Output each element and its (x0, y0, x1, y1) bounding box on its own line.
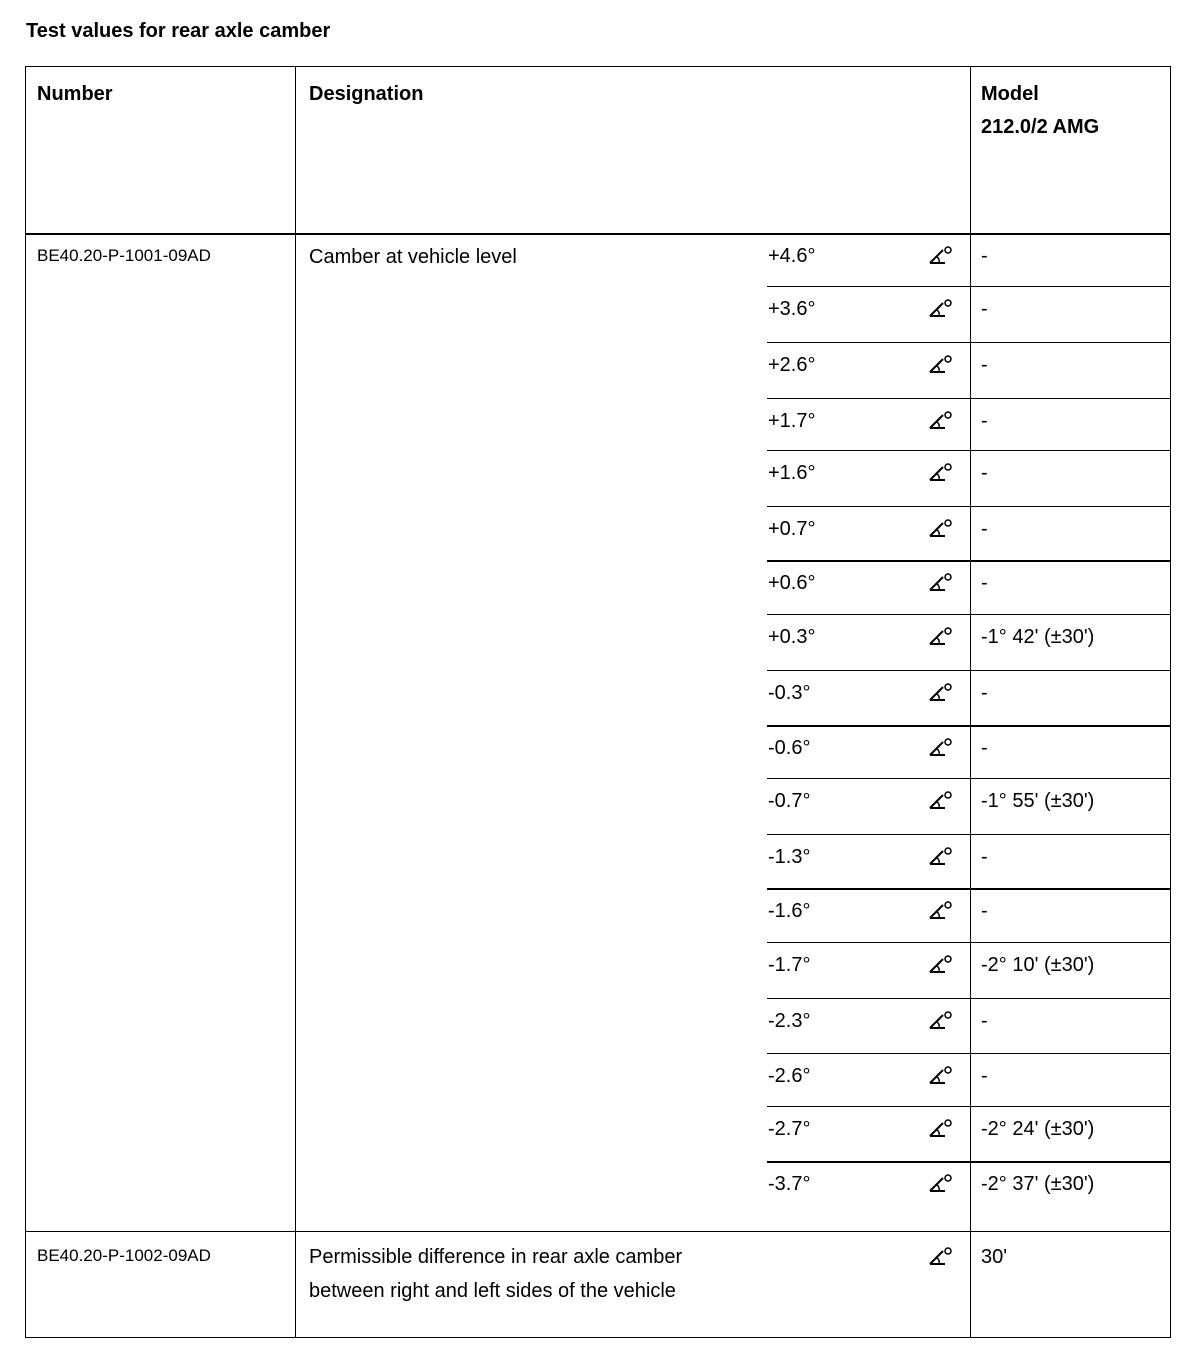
angle-degree-icon (926, 298, 952, 320)
value-divider (767, 506, 1170, 507)
angle-degree-icon (926, 682, 952, 704)
camber-value: +0.3° (768, 626, 816, 648)
row-designation-line-1: Permissible difference in rear axle camber (309, 1246, 683, 1268)
model-value: - (981, 900, 988, 922)
value-divider (767, 342, 1170, 343)
model-value: -2° 10' (±30') (981, 954, 1095, 976)
model-value: - (981, 354, 988, 376)
angle-degree-icon (926, 737, 952, 759)
angle-degree-icon (926, 954, 952, 976)
camber-value: +4.6° (768, 245, 816, 267)
angle-degree-icon (926, 1010, 952, 1032)
angle-degree-icon (926, 846, 952, 868)
angle-degree-icon (926, 900, 952, 922)
value-divider (767, 286, 1170, 287)
header-number: Number (37, 83, 113, 105)
value-divider (767, 1161, 1170, 1163)
value-divider (767, 725, 1170, 727)
model-value: -1° 55' (±30') (981, 790, 1095, 812)
value-divider (767, 998, 1170, 999)
camber-value: -2.7° (768, 1118, 811, 1140)
camber-value: +0.6° (768, 572, 816, 594)
row-model-value: 30' (981, 1246, 1008, 1268)
angle-degree-icon (926, 354, 952, 376)
camber-value: -1.7° (768, 954, 811, 976)
angle-degree-icon (926, 518, 952, 540)
model-value: - (981, 298, 988, 320)
model-value: - (981, 846, 988, 868)
value-divider (767, 942, 1170, 943)
page-title: Test values for rear axle camber (26, 20, 331, 42)
model-value: - (981, 682, 988, 704)
header-divider (26, 233, 1170, 235)
header-model-code: 212.0/2 AMG (981, 116, 1100, 138)
camber-value: +1.7° (768, 410, 816, 432)
angle-degree-icon (926, 626, 952, 648)
header-designation: Designation (309, 83, 424, 105)
value-divider (767, 1106, 1170, 1107)
model-value: -1° 42' (±30') (981, 626, 1095, 648)
value-divider (767, 778, 1170, 779)
column-divider (295, 67, 296, 1337)
model-value: - (981, 572, 988, 594)
model-value: -2° 37' (±30') (981, 1173, 1095, 1195)
camber-value: -3.7° (768, 1173, 811, 1195)
model-value: - (981, 1010, 988, 1032)
angle-degree-icon (926, 1246, 952, 1268)
value-divider (767, 450, 1170, 451)
spec-table (25, 66, 1171, 1338)
value-divider (767, 1053, 1170, 1054)
row-divider (26, 1231, 1170, 1232)
value-divider (767, 670, 1170, 671)
value-divider (767, 560, 1170, 562)
angle-degree-icon (926, 1118, 952, 1140)
camber-value: +1.6° (768, 462, 816, 484)
angle-degree-icon (926, 462, 952, 484)
value-divider (767, 398, 1170, 399)
angle-degree-icon (926, 410, 952, 432)
camber-value: +2.6° (768, 354, 816, 376)
value-divider (767, 834, 1170, 835)
angle-degree-icon (926, 572, 952, 594)
model-value: - (981, 518, 988, 540)
model-value: - (981, 410, 988, 432)
model-value: - (981, 737, 988, 759)
row-designation-line-2: between right and left sides of the vehicle (309, 1280, 676, 1302)
camber-value: -1.3° (768, 846, 811, 868)
header-model: Model (981, 83, 1039, 105)
camber-value: +3.6° (768, 298, 816, 320)
camber-value: -0.3° (768, 682, 811, 704)
model-value: - (981, 245, 988, 267)
angle-degree-icon (926, 1173, 952, 1195)
row-designation: Camber at vehicle level (309, 246, 517, 268)
angle-degree-icon (926, 1065, 952, 1087)
value-divider (767, 888, 1170, 890)
camber-value: -0.7° (768, 790, 811, 812)
row-number: BE40.20-P-1002-09AD (37, 1246, 211, 1265)
column-divider (970, 67, 971, 1337)
camber-value: -2.3° (768, 1010, 811, 1032)
camber-value: -0.6° (768, 737, 811, 759)
model-value: - (981, 462, 988, 484)
model-value: - (981, 1065, 988, 1087)
model-value: -2° 24' (±30') (981, 1118, 1095, 1140)
angle-degree-icon (926, 245, 952, 267)
angle-degree-icon (926, 790, 952, 812)
camber-value: +0.7° (768, 518, 816, 540)
value-divider (767, 614, 1170, 615)
row-number: BE40.20-P-1001-09AD (37, 246, 211, 265)
camber-value: -2.6° (768, 1065, 811, 1087)
camber-value: -1.6° (768, 900, 811, 922)
